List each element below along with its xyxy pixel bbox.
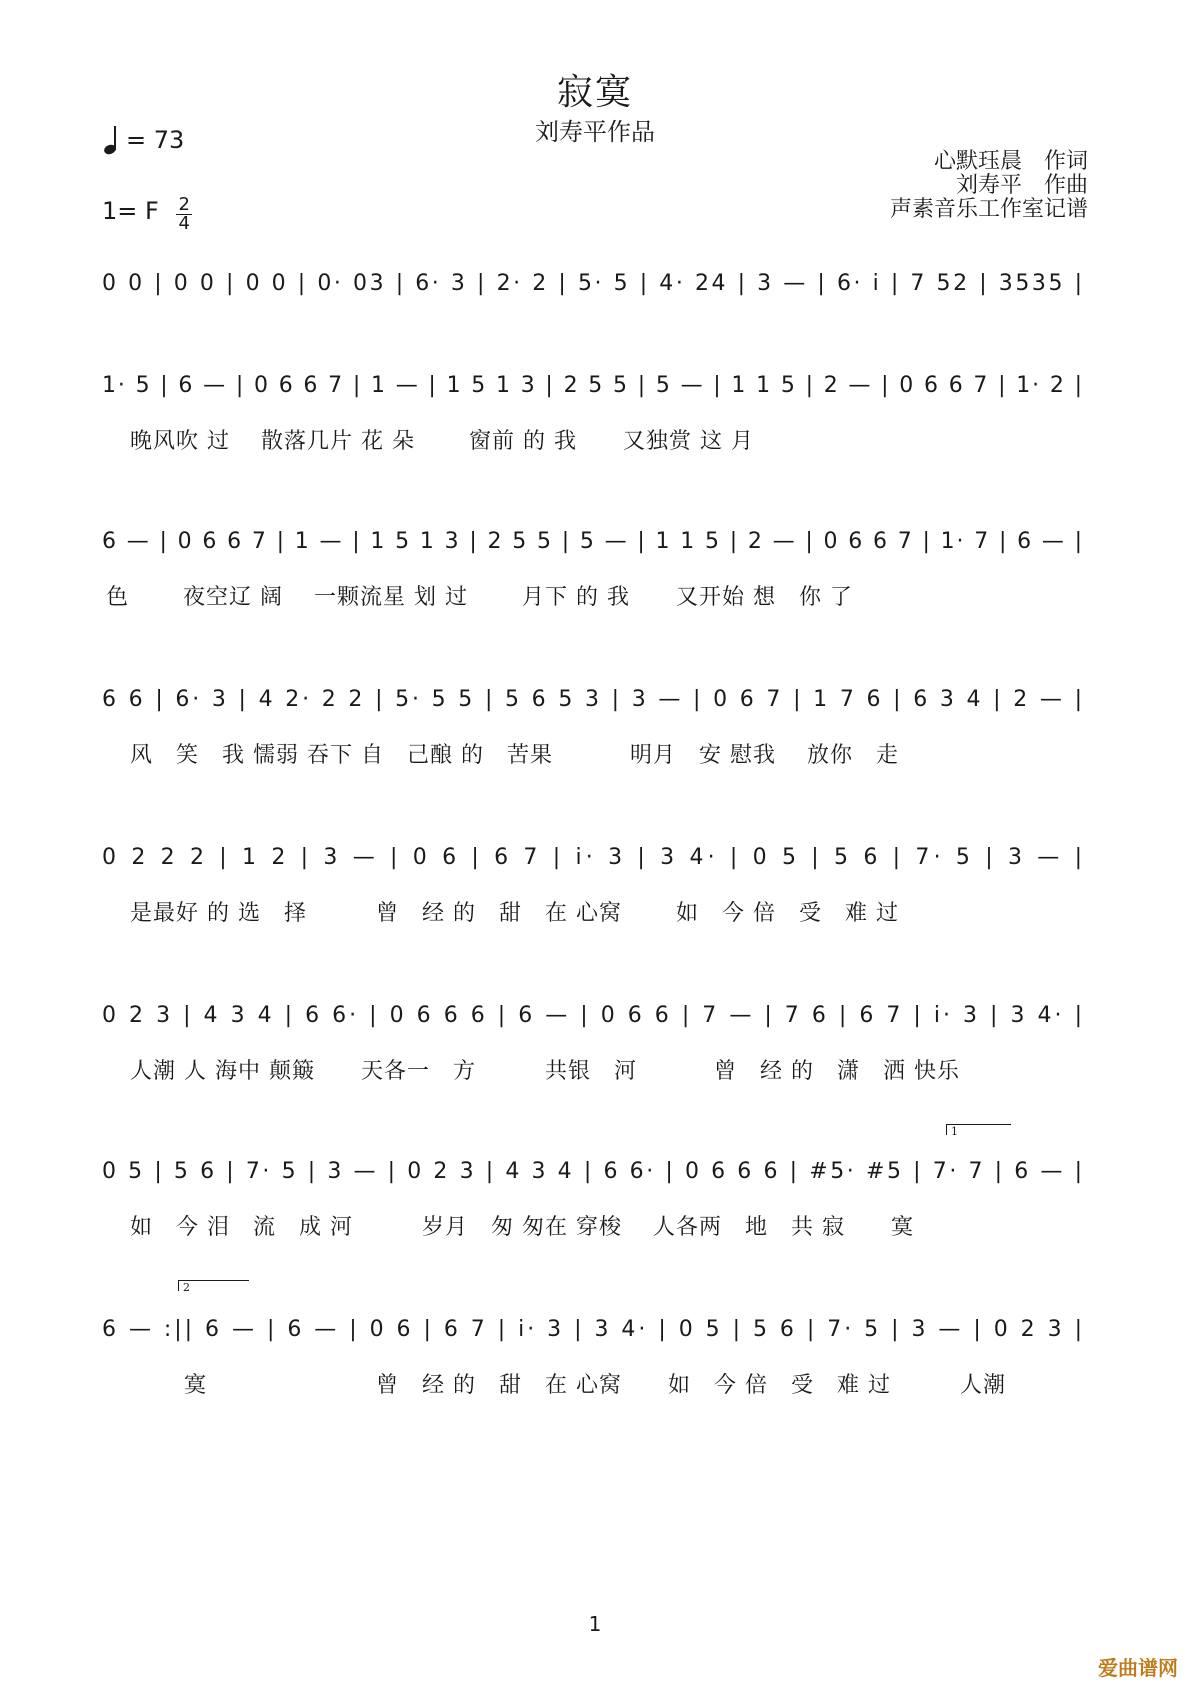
quarter-note-icon [104, 124, 118, 154]
notation-line [102, 1308, 1088, 1352]
lyric-line: 色 夜空辽 阔 一颗流星 划 过 月下 的 我 又开始 想 你 了 [106, 585, 853, 610]
volta-label-2: 2 [183, 1281, 190, 1294]
notation-text: 6 — | 0 6 6 7 | 1 — | 1 5 1 3 | 2 5 5 | 5 — | 1 1 5 | 2 — | 0 6 6 7 | 1· 7 | 6 — | [102, 529, 1083, 554]
notation-line [102, 994, 1088, 1038]
notation-line [102, 262, 1088, 306]
time-signature-numerator: 2 [178, 194, 190, 215]
lyric-line: 如 今 泪 流 成 河 岁月 匆 匆在 穿梭 人各两 地 共 寂 寞 [130, 1215, 914, 1240]
volta-bracket-2 [178, 1280, 249, 1294]
credit-lyricist: 心默珏晨 作词 [933, 149, 1088, 174]
volta-bracket-1 [946, 1124, 1011, 1138]
lyric-line: 风 笑 我 懦弱 吞下 自 己酿 的 苦果 明月 安 慰我 放你 走 [130, 743, 899, 768]
notation-line [102, 520, 1088, 564]
credits [890, 150, 1088, 222]
notation-text: 1· 5 | 6 — | 0 6 6 7 | 1 — | 1 5 1 3 | 2 5 5 | 5 — | 1 1 5 | 2 — | 0 6 6 7 | 1· 2 | [102, 373, 1082, 398]
page-number: 1 [588, 1612, 602, 1636]
time-signature-denominator: 4 [178, 213, 190, 234]
lyric-line: 晚风吹 过 散落几片 花 朵 窗前 的 我 又独赏 这 月 [130, 429, 754, 454]
key-label: 1= F [102, 197, 159, 225]
song-subtitle: 刘寿平作品 [535, 118, 655, 146]
notation-line [102, 1150, 1088, 1194]
notation-text: 0 2 2 2 | 1 2 | 3 — | 0 6 | 6 7 | i· 3 | 3 4· | 0 5 | 5 6 | 7· 5 | 3 — | [102, 845, 1083, 870]
lyric-line: 是最好 的 选 择 曾 经 的 甜 在 心窝 如 今 倍 受 难 过 [130, 901, 899, 926]
notation-line [102, 836, 1088, 880]
credit-composer: 刘寿平 作曲 [955, 173, 1088, 198]
notation-text: 6 — :|| 6 — | 6 — | 0 6 | 6 7 | i· 3 | 3 4· | 0 5 | 5 6 | 7· 5 | 3 — | 0 2 3 | [102, 1317, 1082, 1342]
credit-transcriber: 声素音乐工作室记谱 [889, 197, 1088, 222]
notation-text: 6 6 | 6· 3 | 4 2· 2 2 | 5· 5 5 | 5 6 5 3 | 3 — | 0 6 7 | 1 7 6 | 6 3 4 | 2 — | [102, 687, 1082, 712]
tempo-value: = 73 [126, 126, 185, 154]
notation-text: 0 2 3 | 4 3 4 | 6 6· | 0 6 6 6 | 6 — | 0 6 6 | 7 — | 7 6 | 6 7 | i· 3 | 3 4· | [102, 1003, 1083, 1028]
notation-text: 0 0 | 0 0 | 0 0 | 0· 03 | 6· 3 | 2· 2 | 5· 5 | 4· 24 | 3 — | 6· i | 7 52 | 3535 | [102, 271, 1082, 296]
time-signature [176, 196, 191, 233]
song-title: 寂寞 [556, 72, 633, 113]
volta-label-1: 1 [951, 1125, 958, 1138]
lyric-line: 人潮 人 海中 颠簸 天各一 方 共银 河 曾 经 的 潇 洒 快乐 [130, 1059, 960, 1084]
key-signature [102, 196, 192, 233]
tempo-marking [104, 124, 184, 154]
notation-text: 0 5 | 5 6 | 7· 5 | 3 — | 0 2 3 | 4 3 4 | 6 6· | 0 6 6 6 | #5· #5 | 7· 7 | 6 — | [102, 1159, 1082, 1184]
site-watermark: 爱曲谱网 [1098, 1656, 1178, 1680]
notation-line [102, 364, 1088, 408]
lyric-line: 寞 曾 经 的 甜 在 心窝 如 今 倍 受 难 过 人潮 [130, 1373, 1006, 1398]
notation-line [102, 678, 1088, 722]
